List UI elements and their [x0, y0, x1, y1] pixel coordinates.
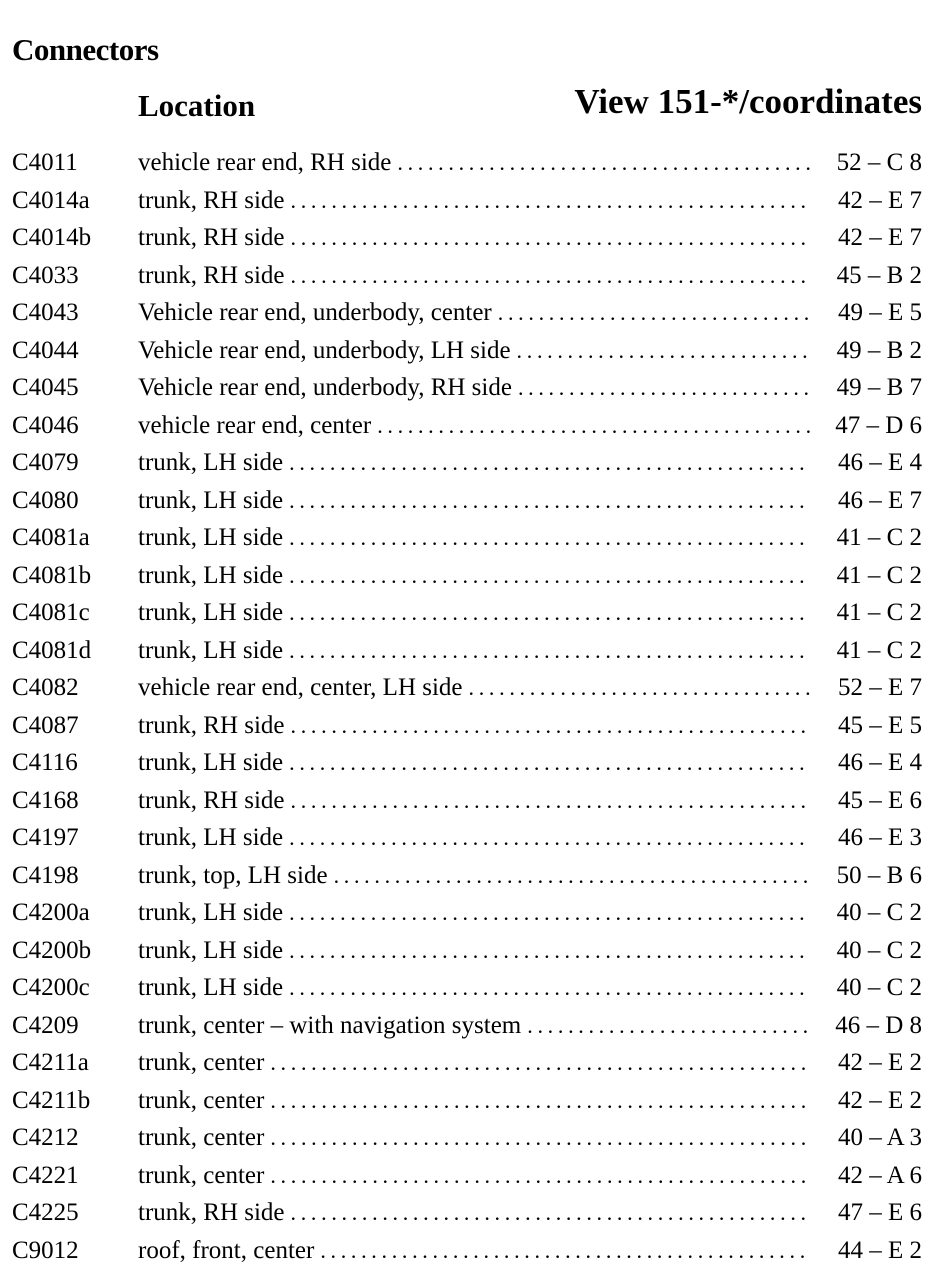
dot-leader: [377, 407, 810, 445]
connector-row: [12, 1044, 922, 1082]
connector-view-coordinates: 40 – C 2: [836, 974, 922, 1001]
connector-location: trunk, RH side: [138, 224, 285, 251]
connector-location: trunk, LH side: [138, 636, 284, 664]
connector-id: C4221: [12, 1161, 79, 1189]
connector-row: [12, 969, 922, 1007]
connector-view-coordinates: 46 – E 4: [837, 449, 922, 476]
connector-view-coordinates: 45 – E 5: [837, 711, 922, 739]
dot-leader: [289, 894, 810, 932]
connector-view-coordinates: 45 – E 6: [837, 786, 922, 814]
connector-view-coordinates: 41 – C 2: [836, 636, 922, 664]
connector-view-coordinates: 46 – D 8: [835, 1011, 922, 1039]
connector-location: trunk, center – with navigation system: [138, 1011, 522, 1039]
connector-id: C4081a: [12, 524, 90, 551]
connector-location: trunk, LH side: [138, 524, 284, 551]
dot-leader: [289, 744, 810, 782]
connector-id: C4043: [12, 299, 79, 326]
connector-id: C4211a: [12, 1049, 89, 1076]
connector-row: [12, 1082, 922, 1120]
dot-leader: [270, 1157, 810, 1195]
connector-row: [12, 332, 922, 370]
dot-leader: [289, 557, 810, 595]
connector-location: Vehicle rear end, underbody, center: [138, 299, 492, 326]
connector-row: [12, 594, 922, 632]
connector-location: trunk, LH side: [138, 449, 284, 476]
connector-id: C4045: [12, 374, 79, 401]
connector-location: trunk, RH side: [138, 186, 285, 214]
connector-row: [12, 444, 922, 482]
dot-leader: [270, 1044, 810, 1082]
connector-id: C4046: [12, 411, 79, 439]
connector-row: [12, 932, 922, 970]
connector-row: [12, 744, 922, 782]
page-title: Connectors: [12, 32, 159, 67]
connector-location: trunk, LH side: [138, 824, 284, 851]
connector-row: [12, 257, 922, 295]
connector-view-coordinates: 49 – E 5: [837, 299, 922, 326]
connector-row: [12, 707, 922, 745]
connector-id: C4116: [12, 749, 78, 776]
connector-location: trunk, LH side: [138, 936, 284, 964]
connector-id: C4212: [12, 1124, 79, 1151]
connector-id: C4081b: [12, 561, 92, 589]
connector-row: [12, 1157, 922, 1195]
connector-view-coordinates: 41 – C 2: [836, 524, 922, 551]
connector-id: C4082: [12, 674, 79, 701]
connector-row: [12, 669, 922, 707]
view-column-header: View 151-*/coordinates: [574, 82, 922, 121]
dot-leader: [291, 257, 810, 295]
connector-location: trunk, center: [138, 1086, 265, 1114]
connector-view-coordinates: 49 – B 2: [836, 336, 922, 364]
connector-id: C9012: [12, 1236, 79, 1264]
connector-id: C4200b: [12, 936, 92, 964]
connector-id: C4198: [12, 861, 79, 889]
connector-row: [12, 1007, 922, 1045]
connector-row: [12, 819, 922, 857]
connector-view-coordinates: 52 – C 8: [836, 149, 922, 176]
connector-location: Vehicle rear end, underbody, RH side: [138, 374, 512, 401]
dot-leader: [469, 669, 810, 707]
connector-view-coordinates: 50 – B 6: [836, 861, 922, 889]
connector-view-coordinates: 42 – E 2: [837, 1049, 922, 1076]
connector-row: [12, 519, 922, 557]
connector-location: Vehicle rear end, underbody, LH side: [138, 336, 511, 364]
dot-leader: [320, 1232, 810, 1270]
connector-location: trunk, LH side: [138, 486, 284, 514]
connector-list: [12, 144, 922, 1269]
connector-view-coordinates: 42 – A 6: [837, 1161, 922, 1189]
dot-leader: [397, 144, 810, 182]
connector-id: C4197: [12, 824, 79, 851]
connector-row: [12, 182, 922, 220]
connector-location: trunk, RH side: [138, 261, 285, 289]
connector-location: vehicle rear end, center, LH side: [138, 674, 463, 701]
connector-id: C4011: [12, 149, 78, 176]
connector-id: C4168: [12, 786, 79, 814]
dot-leader: [517, 332, 810, 370]
dot-leader: [289, 444, 810, 482]
connector-id: C4081d: [12, 636, 92, 664]
location-column-header: Location: [138, 88, 256, 123]
connector-row: [12, 1119, 922, 1157]
connector-view-coordinates: 46 – E 4: [837, 749, 922, 776]
connector-location: trunk, LH side: [138, 599, 284, 626]
connector-row: [12, 1232, 922, 1270]
connector-location: trunk, RH side: [138, 786, 285, 814]
dot-leader: [289, 632, 810, 670]
connector-row: [12, 857, 922, 895]
connector-view-coordinates: 41 – C 2: [836, 561, 922, 589]
connector-location: trunk, LH side: [138, 749, 284, 776]
connector-id: C4209: [12, 1011, 79, 1039]
connector-id: C4087: [12, 711, 79, 739]
connector-id: C4014a: [12, 186, 90, 214]
connector-location: trunk, LH side: [138, 974, 284, 1001]
connector-view-coordinates: 47 – E 6: [837, 1199, 922, 1226]
connector-location: trunk, RH side: [138, 1199, 285, 1226]
connector-view-coordinates: 42 – E 7: [837, 186, 922, 214]
connector-location: trunk, top, LH side: [138, 861, 328, 889]
connector-id: C4225: [12, 1199, 79, 1226]
connector-location: roof, front, center: [138, 1236, 315, 1264]
dot-leader: [289, 969, 810, 1007]
dot-leader: [518, 369, 810, 407]
connector-row: [12, 894, 922, 932]
connector-id: C4033: [12, 261, 79, 289]
connector-view-coordinates: 47 – D 6: [835, 411, 922, 439]
connector-row: [12, 1194, 922, 1232]
dot-leader: [291, 1194, 810, 1232]
connector-view-coordinates: 41 – C 2: [836, 599, 922, 626]
connector-row: [12, 369, 922, 407]
connector-location: vehicle rear end, RH side: [138, 149, 392, 176]
dot-leader: [289, 819, 810, 857]
connector-location: trunk, RH side: [138, 711, 285, 739]
connector-id: C4211b: [12, 1086, 91, 1114]
dot-leader: [289, 519, 810, 557]
connector-id: C4200c: [12, 974, 90, 1001]
connector-view-coordinates: 46 – E 3: [837, 824, 922, 851]
connector-view-coordinates: 40 – A 3: [837, 1124, 922, 1151]
connector-location: trunk, center: [138, 1049, 265, 1076]
connector-location: trunk, LH side: [138, 899, 284, 926]
connector-view-coordinates: 52 – E 7: [837, 674, 922, 701]
connector-view-coordinates: 42 – E 2: [837, 1086, 922, 1114]
connector-row: [12, 294, 922, 332]
dot-leader: [289, 482, 810, 520]
connector-view-coordinates: 42 – E 7: [837, 224, 922, 251]
dot-leader: [270, 1082, 810, 1120]
connector-view-coordinates: 40 – C 2: [836, 936, 922, 964]
connector-id: C4044: [12, 336, 79, 364]
connector-view-coordinates: 45 – B 2: [836, 261, 922, 289]
dot-leader: [527, 1007, 810, 1045]
connector-row: [12, 782, 922, 820]
connector-row: [12, 482, 922, 520]
connector-row: [12, 144, 922, 182]
connector-location: trunk, LH side: [138, 561, 284, 589]
connector-view-coordinates: 49 – B 7: [836, 374, 922, 401]
connector-id: C4081c: [12, 599, 90, 626]
dot-leader: [289, 594, 810, 632]
connector-id: C4079: [12, 449, 79, 476]
connector-view-coordinates: 46 – E 7: [837, 486, 922, 514]
connector-location: trunk, center: [138, 1124, 265, 1151]
connector-row: [12, 632, 922, 670]
dot-leader: [270, 1119, 810, 1157]
dot-leader: [291, 782, 810, 820]
connector-location: vehicle rear end, center: [138, 411, 372, 439]
connector-id: C4014b: [12, 224, 92, 251]
connector-view-coordinates: 44 – E 2: [837, 1236, 922, 1264]
connector-row: [12, 407, 922, 445]
connector-view-coordinates: 40 – C 2: [836, 899, 922, 926]
dot-leader: [291, 219, 810, 257]
connector-row: [12, 219, 922, 257]
connector-id: C4200a: [12, 899, 90, 926]
dot-leader: [334, 857, 810, 895]
dot-leader: [291, 707, 810, 745]
connector-id: C4080: [12, 486, 79, 514]
dot-leader: [289, 932, 810, 970]
dot-leader: [498, 294, 810, 332]
connector-location: trunk, center: [138, 1161, 265, 1189]
dot-leader: [291, 182, 810, 220]
connector-row: [12, 557, 922, 595]
